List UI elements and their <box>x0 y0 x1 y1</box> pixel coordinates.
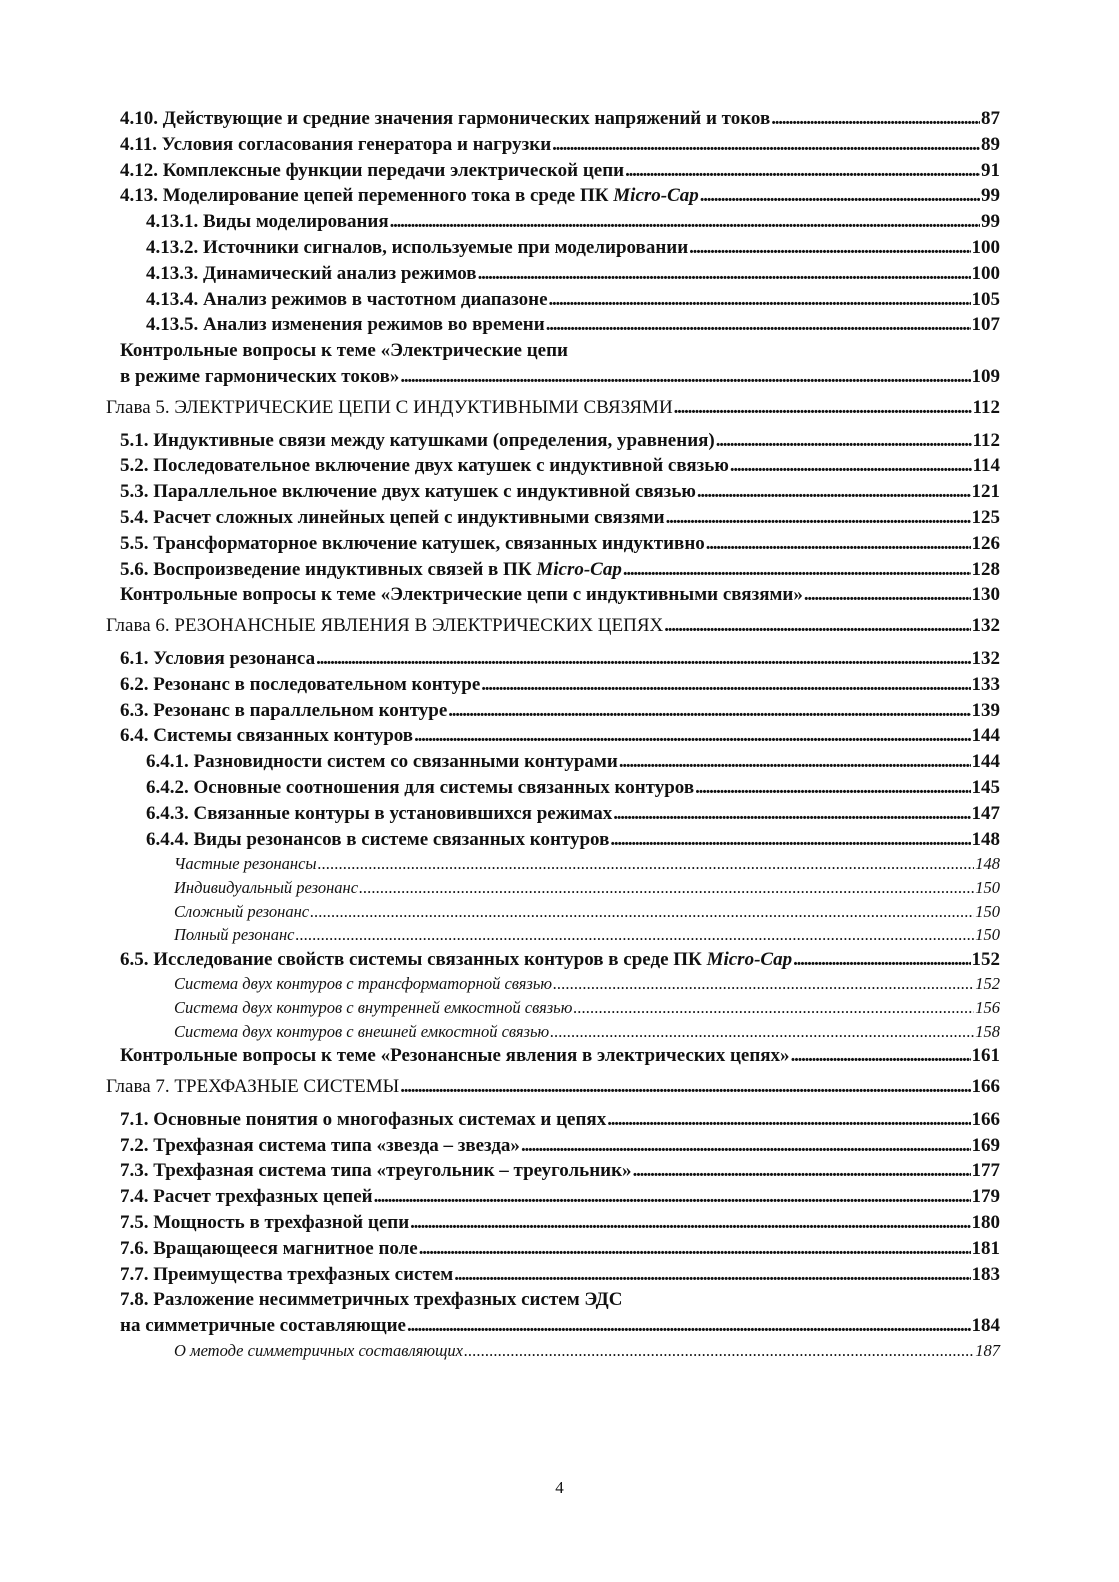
toc-entry-title: 4.13.4. Анализ режимов в частотном диапазоне <box>146 288 548 310</box>
toc-entry-title: 7.5. Мощность в трехфазной цепи <box>120 1212 410 1234</box>
toc-entry-title: Система двух контуров с внутренней емкостной связью <box>174 998 573 1018</box>
leader-dots <box>478 261 971 287</box>
toc-entry[interactable] <box>0 749 1119 775</box>
leader-dots <box>804 582 971 608</box>
toc-entry-page: 125 <box>971 506 1000 528</box>
leader-dots <box>697 479 971 505</box>
toc-entry-page: 126 <box>971 532 1000 554</box>
toc-entry[interactable] <box>0 1184 1119 1210</box>
toc-entry[interactable] <box>0 582 1119 608</box>
leader-dots <box>700 183 980 209</box>
leader-dots <box>695 775 970 801</box>
toc-entry-title: 6.5. Исследование свойств системы связанных контуров в среде ПК Micro-Cap <box>120 948 793 970</box>
toc-entry-page: 132 <box>971 647 1000 669</box>
leader-dots <box>414 723 970 749</box>
toc-entry-title-line1: 7.8. Разложение несимметричных трехфазных систем ЭДС <box>120 1289 623 1311</box>
toc-entry-page: 130 <box>971 584 1000 606</box>
toc-entry[interactable] <box>0 1210 1119 1236</box>
leader-dots <box>374 1184 971 1210</box>
toc-entry-page: 158 <box>975 1021 1000 1041</box>
toc-entry-title: 4.11. Условия согласования генератора и нагрузки <box>120 133 552 155</box>
toc-entry-page: 145 <box>971 776 1000 798</box>
toc-entry[interactable] <box>0 698 1119 724</box>
toc-entry-title: Контрольные вопросы к теме «Резонансные явления в электрических цепях» <box>120 1045 790 1067</box>
toc-entry[interactable] <box>0 723 1119 749</box>
toc-entry[interactable] <box>0 261 1119 287</box>
toc-entry-title: 5.1. Индуктивные связи между катушками (определения, уравнения) <box>120 429 715 451</box>
toc-entry[interactable] <box>0 900 1119 924</box>
leader-dots <box>553 972 974 996</box>
toc-entry-page: 148 <box>971 828 1000 850</box>
toc-entry[interactable] <box>0 1262 1119 1288</box>
toc-entry-page: 156 <box>975 998 1000 1018</box>
toc-entry-page: 112 <box>972 429 1000 451</box>
toc-entry-page: 169 <box>971 1134 1000 1156</box>
toc-entry-title: на симметричные составляющие <box>120 1315 406 1337</box>
toc-entry-page: 132 <box>971 615 1000 637</box>
leader-dots <box>793 947 970 973</box>
toc-entry-page: 147 <box>971 802 1000 824</box>
toc-entry-title: 5.3. Параллельное включение двух катушек с индуктивной связью <box>120 481 696 503</box>
toc-entry[interactable] <box>0 453 1119 479</box>
toc-entry-page: 144 <box>971 751 1000 773</box>
toc-entry-title: 6.4. Системы связанных контуров <box>120 725 414 747</box>
toc-entry[interactable] <box>0 646 1119 672</box>
leader-dots <box>546 312 971 338</box>
toc-entry-title: 7.1. Основные понятия о многофазных системах и цепях <box>120 1108 607 1130</box>
leader-dots <box>689 235 970 261</box>
toc-entry-page: 112 <box>972 396 1000 418</box>
leader-dots <box>318 852 975 876</box>
leader-dots <box>521 1133 971 1159</box>
toc-entry-title-line1: Контрольные вопросы к теме «Электрические цепи <box>120 340 569 362</box>
toc-entry[interactable] <box>0 996 1119 1020</box>
toc-entry-page: 100 <box>971 236 1000 258</box>
toc-chapter-entry[interactable] <box>0 1074 1119 1100</box>
leader-dots <box>674 395 972 421</box>
toc-entry-title: Индивидуальный резонанс <box>174 877 359 897</box>
leader-dots <box>464 1339 974 1363</box>
leader-dots <box>573 996 974 1020</box>
toc-entry-title: 6.4.1. Разновидности систем со связанными контурами <box>146 751 618 773</box>
toc-entry-page: 166 <box>971 1108 1000 1130</box>
toc-entry[interactable] <box>0 312 1119 338</box>
toc-entry-title: 4.13.2. Источники сигналов, используемые при моделировании <box>146 236 689 258</box>
toc-entry-title: 7.6. Вращающееся магнитное поле <box>120 1237 418 1259</box>
leader-dots <box>730 453 972 479</box>
toc-entry[interactable] <box>0 1339 1119 1363</box>
leader-dots <box>552 132 980 158</box>
toc-entry-title: 6.2. Резонанс в последовательном контуре <box>120 673 481 695</box>
toc-entry[interactable] <box>0 531 1119 557</box>
toc-entry[interactable] <box>0 1158 1119 1184</box>
toc-entry-page: 128 <box>971 558 1000 580</box>
leader-dots <box>400 364 970 390</box>
toc-entry-title: 4.13. Моделирование цепей переменного тока в среде ПК Micro-Cap <box>120 185 699 207</box>
toc-entry-title-em: Micro-Cap <box>706 948 793 970</box>
leader-dots <box>633 1158 971 1184</box>
toc-entry[interactable] <box>0 1107 1119 1133</box>
toc-entry-page: 152 <box>975 974 1000 994</box>
toc-entry-title: в режиме гармонических токов» <box>120 365 400 387</box>
toc-entry[interactable] <box>0 672 1119 698</box>
toc-entry[interactable] <box>0 287 1119 313</box>
toc-entry-page: 161 <box>971 1045 1000 1067</box>
toc-entry-title: 7.4. Расчет трехфазных цепей <box>120 1186 373 1208</box>
leader-dots <box>359 876 974 900</box>
toc-entry[interactable] <box>0 876 1119 900</box>
toc-entry-title: 6.4.3. Связанные контуры в установившихся режимах <box>146 802 613 824</box>
toc-entry-page: 99 <box>981 185 1000 207</box>
toc-entry-page: 87 <box>981 108 1000 129</box>
toc-entry-title: Частные резонансы <box>174 854 317 874</box>
toc-entry[interactable] <box>0 1133 1119 1159</box>
toc-entry[interactable] <box>0 972 1119 996</box>
toc-entry-title: 5.4. Расчет сложных линейных цепей с индуктивными связями <box>120 506 665 528</box>
toc-entry[interactable] <box>0 947 1119 973</box>
toc-entry[interactable] <box>0 364 1119 390</box>
toc-entry-page: 105 <box>971 288 1000 310</box>
toc-entry-page: 121 <box>971 481 1000 503</box>
toc-entry-title: Сложный резонанс <box>174 901 310 921</box>
toc-entry-page: 181 <box>971 1237 1000 1259</box>
toc-entry-title: Полный резонанс <box>174 925 295 945</box>
toc-entry-page: 150 <box>975 901 1000 921</box>
toc-entry[interactable] <box>0 132 1119 158</box>
toc-entry-page: 184 <box>971 1315 1000 1337</box>
toc-entry-title: 7.2. Трехфазная система типа «звезда – звезда» <box>120 1134 520 1156</box>
toc-entry-page: 180 <box>971 1212 1000 1234</box>
toc-entry-title: 4.12. Комплексные функции передачи электрической цепи <box>120 159 625 181</box>
toc-entry[interactable] <box>0 775 1119 801</box>
toc-entry[interactable] <box>0 1313 1119 1339</box>
toc-entry-title: Глава 6. РЕЗОНАНСНЫЕ ЯВЛЕНИЯ В ЭЛЕКТРИЧЕСКИХ ЦЕПЯХ <box>106 615 664 637</box>
toc-entry[interactable] <box>0 158 1119 184</box>
toc-entry-title: 5.2. Последовательное включение двух катушек с индуктивной связью <box>120 455 729 477</box>
leader-dots <box>295 923 974 947</box>
toc-entry-page: 133 <box>971 673 1000 695</box>
leader-dots <box>310 900 974 924</box>
leader-dots <box>407 1313 971 1339</box>
toc-entry-page: 89 <box>981 133 1000 155</box>
toc-entry-page: 183 <box>971 1263 1000 1285</box>
leader-dots <box>771 106 980 132</box>
toc-entry-page: 187 <box>975 1341 1000 1361</box>
toc-entry[interactable] <box>0 557 1119 583</box>
leader-dots <box>390 209 980 235</box>
toc-entry-title: Система двух контуров с внешней емкостной связью <box>174 1021 550 1041</box>
toc-entry-title: 5.5. Трансформаторное включение катушек, связанных индуктивно <box>120 532 705 554</box>
toc-entry-title: О методе симметричных составляющих <box>174 1341 463 1361</box>
leader-dots <box>400 1074 970 1100</box>
leader-dots <box>448 698 970 724</box>
toc-entry-title: 6.4.4. Виды резонансов в системе связанных контуров <box>146 828 610 850</box>
toc-entry[interactable] <box>0 852 1119 876</box>
toc-entry-title: 4.13.1. Виды моделирования <box>146 211 389 233</box>
leader-dots <box>454 1262 970 1288</box>
toc-entry-title-em: Micro-Cap <box>536 558 622 580</box>
leader-dots <box>664 613 970 639</box>
toc-entry[interactable] <box>0 923 1119 947</box>
toc-entry[interactable] <box>0 183 1119 209</box>
toc-entry-title: 5.6. Воспроизведение индуктивных связей в ПК Micro-Cap <box>120 558 622 580</box>
table-of-contents <box>0 106 1119 1363</box>
leader-dots <box>607 1107 970 1133</box>
leader-dots <box>623 557 971 583</box>
toc-entry-page: 166 <box>971 1076 1000 1098</box>
toc-entry-title: 7.7. Преимущества трехфазных систем <box>120 1263 454 1285</box>
toc-entry-page: 144 <box>971 725 1000 747</box>
toc-entry-title: 6.1. Условия резонанса <box>120 647 316 669</box>
leader-dots <box>410 1210 970 1236</box>
toc-entry-page: 177 <box>971 1160 1000 1182</box>
toc-entry-page: 152 <box>971 948 1000 970</box>
leader-dots <box>666 505 971 531</box>
leader-dots <box>481 672 970 698</box>
toc-entry[interactable] <box>0 827 1119 853</box>
toc-entry[interactable] <box>0 209 1119 235</box>
toc-entry-title: Система двух контуров с трансформаторной связью <box>174 974 552 994</box>
toc-entry[interactable] <box>0 1020 1119 1044</box>
toc-entry-page: 107 <box>971 314 1000 336</box>
toc-entry-title: 7.3. Трехфазная система типа «треугольник – треугольник» <box>120 1160 632 1182</box>
toc-entry-page: 99 <box>981 211 1000 233</box>
toc-entry[interactable] <box>0 801 1119 827</box>
toc-entry-title: Глава 7. ТРЕХФАЗНЫЕ СИСТЕМЫ <box>106 1076 400 1098</box>
leader-dots <box>619 749 971 775</box>
leader-dots <box>791 1043 971 1069</box>
leader-dots <box>613 801 970 827</box>
leader-dots <box>625 158 980 184</box>
toc-entry-page: 114 <box>972 455 1000 477</box>
toc-entry-title: 6.3. Резонанс в параллельном контуре <box>120 699 448 721</box>
toc-entry[interactable] <box>0 106 1119 132</box>
toc-entry[interactable] <box>0 1043 1119 1069</box>
toc-chapter-entry[interactable] <box>0 613 1119 639</box>
toc-entry-title: 6.4.2. Основные соотношения для системы связанных контуров <box>146 776 695 798</box>
leader-dots <box>419 1236 971 1262</box>
toc-entry-page: 139 <box>971 699 1000 721</box>
toc-entry-title: 4.13.5. Анализ изменения режимов во времени <box>146 314 545 336</box>
toc-entry-title: Глава 5. ЭЛЕКТРИЧЕСКИЕ ЦЕПИ С ИНДУКТИВНЫМИ СВЯЗЯМИ <box>106 396 673 418</box>
leader-dots <box>706 531 971 557</box>
toc-entry-page: 91 <box>981 159 1000 181</box>
leader-dots <box>316 646 970 672</box>
toc-entry-page: 148 <box>975 854 1000 874</box>
leader-dots <box>716 428 972 454</box>
toc-entry[interactable] <box>0 235 1119 261</box>
toc-chapter-entry[interactable] <box>0 395 1119 421</box>
toc-entry-page: 150 <box>975 925 1000 945</box>
leader-dots <box>550 1020 974 1044</box>
toc-entry-page: 109 <box>971 365 1000 387</box>
toc-entry[interactable] <box>0 505 1119 531</box>
toc-entry-page: 179 <box>971 1186 1000 1208</box>
toc-entry-title: 4.10. Действующие и средние значения гармонических напряжений и токов <box>120 108 771 129</box>
toc-entry[interactable] <box>0 428 1119 454</box>
toc-entry-title: 4.13.3. Динамический анализ режимов <box>146 262 477 284</box>
toc-entry[interactable] <box>0 479 1119 505</box>
toc-entry[interactable] <box>0 1236 1119 1262</box>
toc-entry-title-em: Micro-Cap <box>613 185 699 207</box>
toc-entry-page: 150 <box>975 877 1000 897</box>
toc-entry-page: 100 <box>971 262 1000 284</box>
leader-dots <box>549 287 971 313</box>
page-number: 4 <box>555 1478 564 1497</box>
leader-dots <box>610 827 970 853</box>
toc-entry-title: Контрольные вопросы к теме «Электрические цепи с индуктивными связями» <box>120 584 803 606</box>
